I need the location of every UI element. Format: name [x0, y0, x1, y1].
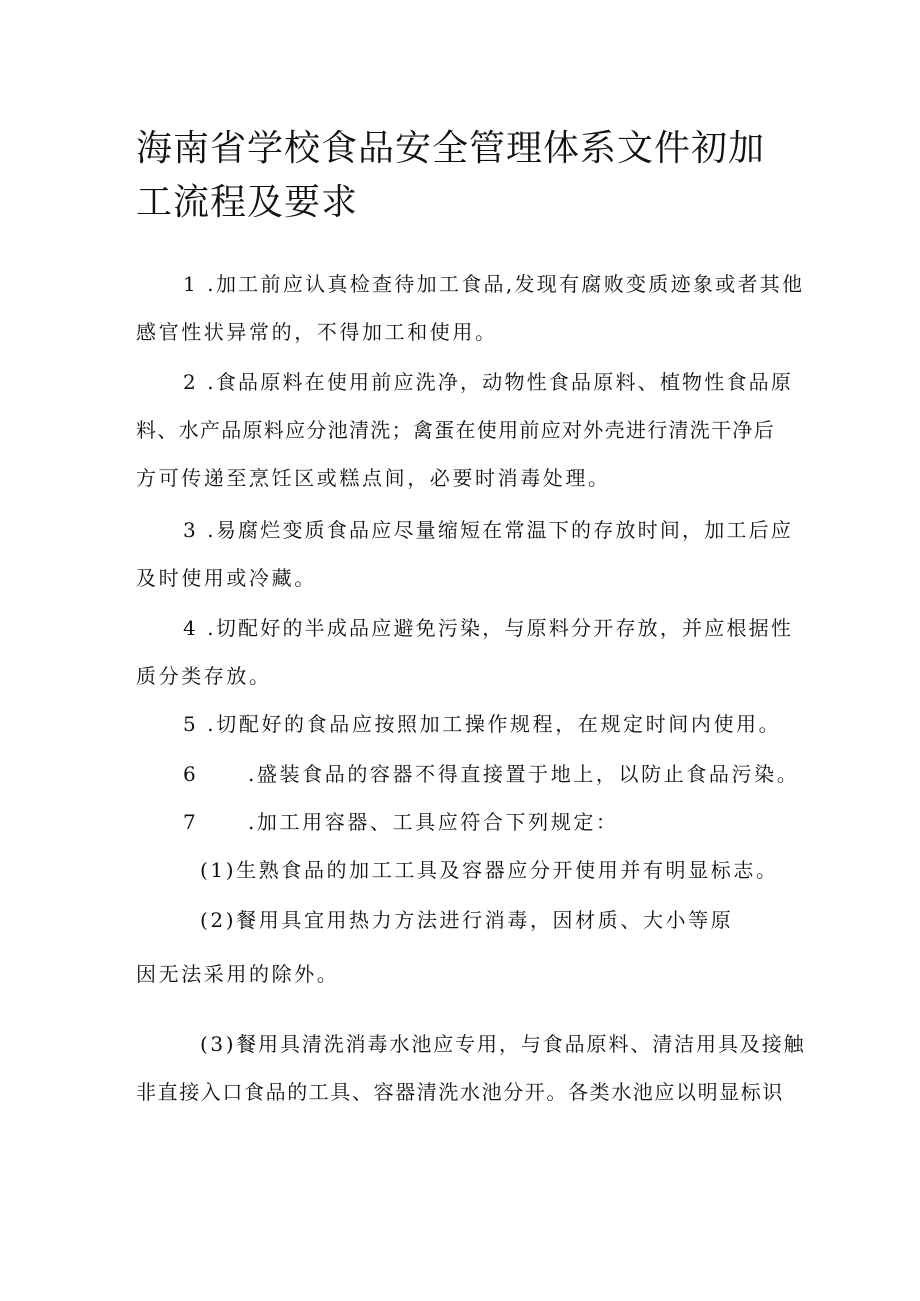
item-number: 4 [183, 616, 199, 640]
item-1-line-2: 感官性状异常的，不得加工和使用。 [136, 320, 498, 344]
item-1-line-1 [183, 270, 804, 298]
subitem-label: (3) [200, 1032, 237, 1056]
item-number: 5 [183, 712, 199, 736]
item-4-line-1 [183, 614, 793, 642]
subitem-3-line-2: 非直接入口食品的工具、容器清洗水池分开。各类水池应以明显标识 [136, 1080, 784, 1104]
subitem-label: (1) [200, 858, 237, 882]
subitem-label: (2) [200, 908, 237, 932]
item-number: 6 [183, 762, 199, 786]
item-text: .切配好的半成品应避免污染，与原料分开存放，并应根据性 [207, 616, 794, 640]
item-3-line-1 [183, 516, 793, 544]
subitem-text: 餐用具清洗消毒水池应专用，与食品原料、清洁用具及接触 [236, 1032, 806, 1056]
subitem-2-line-2: 因无法采用的除外。 [136, 962, 340, 986]
item-text: .切配好的食品应按照加工操作规程，在规定时间内使用。 [207, 712, 782, 736]
item-6-line-1 [183, 760, 799, 788]
item-number: 1 [183, 272, 199, 296]
item-text: .盛装食品的容器不得直接置于地上，以防止食品污染。 [247, 762, 800, 786]
subitem-1-line-1 [200, 856, 779, 884]
item-text: .加工前应认真检查待加工食品,发现有腐败变质迹象或者其他 [207, 272, 805, 296]
document-title: 海南省学校食品安全管理体系文件初加工流程及要求 [136, 128, 766, 223]
subitem-3-line-1 [200, 1030, 806, 1058]
item-text: .加工用容器、工具应符合下列规定： [247, 810, 619, 834]
item-number: 2 [183, 370, 199, 394]
subitem-text: 生熟食品的加工工具及容器应分开使用并有明显标志。 [236, 858, 779, 882]
item-5-line-1 [183, 710, 781, 738]
item-2-line-3: 方可传递至烹饪区或糕点间，必要时消毒处理。 [136, 466, 611, 490]
subitem-2-line-1 [200, 906, 733, 934]
item-text: .食品原料在使用前应洗净，动物性食品原料、植物性食品原 [207, 370, 794, 394]
item-2-line-1 [183, 368, 793, 396]
item-4-line-2: 质分类存放。 [136, 664, 272, 688]
item-text: .易腐烂变质食品应尽量缩短在常温下的存放时间，加工后应 [207, 518, 794, 542]
subitem-text: 餐用具宜用热力方法进行消毒，因材质、大小等原 [236, 908, 734, 932]
item-number: 3 [183, 518, 199, 542]
item-7-line-1 [183, 808, 619, 836]
item-number: 7 [183, 810, 199, 834]
item-3-line-2: 及时使用或冷藏。 [136, 566, 317, 590]
item-2-line-2: 料、水产品原料应分池清洗；禽蛋在使用前应对外壳进行清洗干净后 [136, 418, 775, 442]
